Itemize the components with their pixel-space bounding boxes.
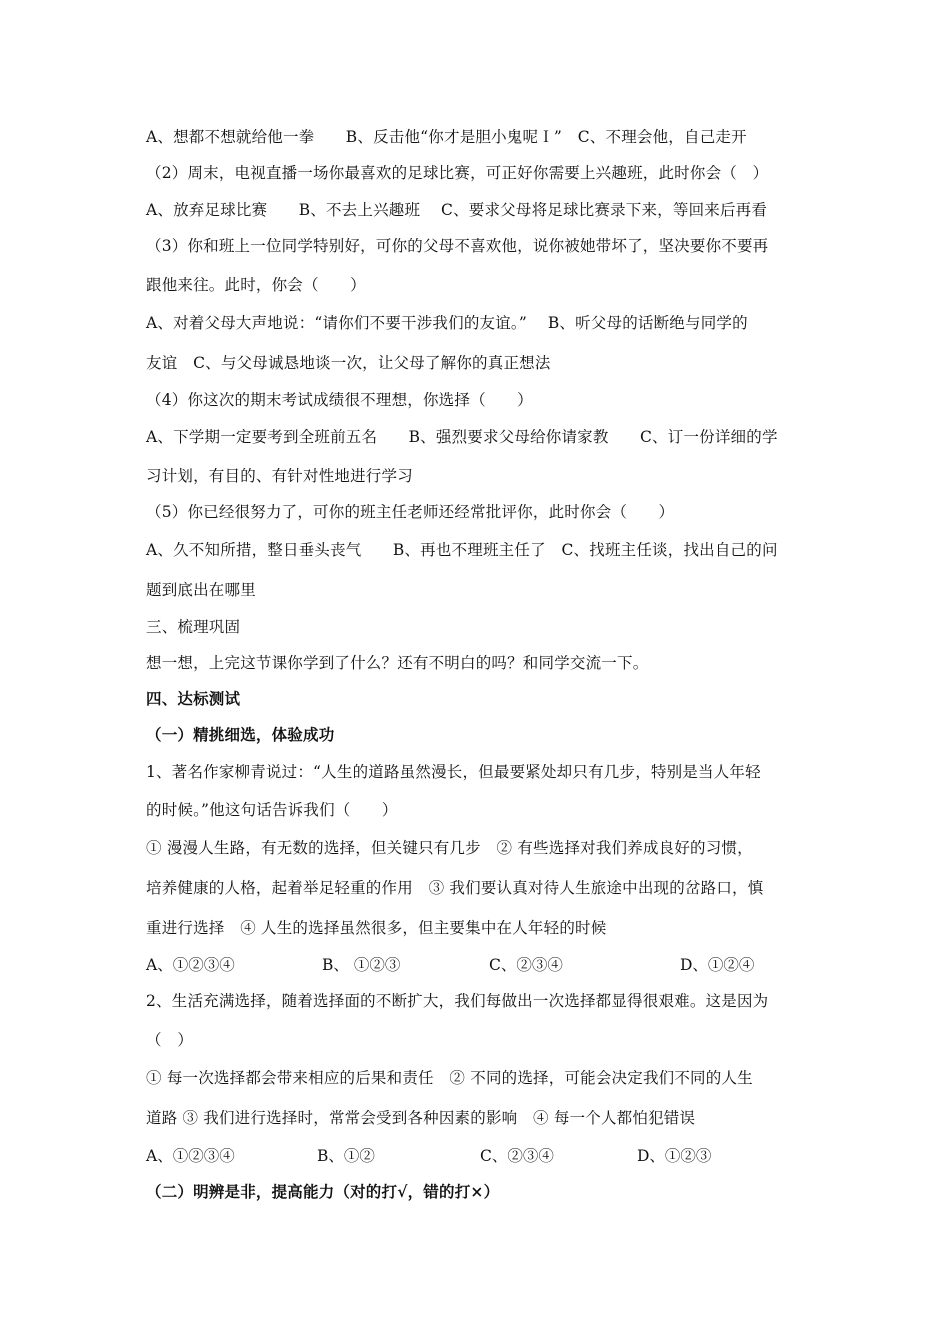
question-4-text: （4）你这次的期末考试成绩很不理想，你选择（ ） bbox=[146, 391, 533, 409]
question-5-options-line1: A、久不知所措，整日垂头丧气 B、再也不理班主任了 C、找班主任谈，找出自己的问 bbox=[146, 541, 778, 559]
question-3-options-line2: 友谊 C、与父母诚恳地谈一次，让父母了解你的真正想法 bbox=[146, 354, 551, 372]
option-d: D、①②④ bbox=[680, 956, 755, 974]
option-c: C、②③④ bbox=[489, 956, 563, 974]
option-c: C、②③④ bbox=[480, 1147, 554, 1165]
mc-question-1-line2: 的时候。”他这句话告诉我们（ ） bbox=[146, 801, 398, 819]
question-3-options-line1: A、对着父母大声地说：“请你们不要干涉我们的友谊。” B、听父母的话断绝与同学的 bbox=[146, 314, 748, 332]
option-line-q1-prev: A、想都不想就给他一拳 B、反击他“你才是胆小鬼呢Ｉ” C、不理会他，自己走开 bbox=[146, 128, 747, 146]
question-3-text-line2: 跟他来往。此时，你会（ ） bbox=[146, 276, 366, 294]
mc-question-2-statements-line2: 道路 ③ 我们进行选择时，常常会受到各种因素的影响 ④ 每一个人都怕犯错误 bbox=[146, 1109, 696, 1127]
option-d: D、①②③ bbox=[637, 1147, 712, 1165]
subsection-2-heading: （二）明辨是非，提高能力（对的打√，错的打×） bbox=[146, 1182, 500, 1201]
question-2-options: A、放弃足球比赛 B、不去上兴趣班 C、要求父母将足球比赛录下来，等回来后再看 bbox=[146, 201, 768, 219]
mc-question-1-statements-line2: 培养健康的人格，起着举足轻重的作用 ③ 我们要认真对待人生旅途中出现的岔路口，慎 bbox=[146, 879, 764, 897]
option-a: A、①②③④ bbox=[146, 1147, 235, 1165]
question-4-options-line2: 习计划，有目的、有针对性地进行学习 bbox=[146, 467, 413, 485]
mc-question-1-statements-line3: 重进行选择 ④ 人生的选择虽然很多，但主要集中在人年轻的时候 bbox=[146, 919, 607, 937]
mc-question-2-statements-line1: ① 每一次选择都会带来相应的后果和责任 ② 不同的选择，可能会决定我们不同的人生 bbox=[146, 1069, 753, 1087]
section-3-heading: 三、梳理巩固 bbox=[146, 618, 241, 636]
question-5-text: （5）你已经很努力了，可你的班主任老师还经常批评你，此时你会（ ） bbox=[146, 503, 675, 521]
mc-question-2-line2: （ ） bbox=[146, 1031, 194, 1049]
mc-question-1-statements-line1: ① 漫漫人生路，有无数的选择，但关键只有几步 ② 有些选择对我们养成良好的习惯， bbox=[146, 839, 753, 857]
question-4-options-line1: A、下学期一定要考到全班前五名 B、强烈要求父母给你请家教 C、订一份详细的学 bbox=[146, 428, 778, 446]
mc-question-2-options bbox=[146, 1146, 816, 1166]
section-3-instruction: 想一想，上完这节课你学到了什么？还有不明白的吗？和同学交流一下。 bbox=[146, 654, 649, 672]
subsection-1-heading: （一）精挑细选，体验成功 bbox=[146, 725, 335, 744]
question-5-options-line2: 题到底出在哪里 bbox=[146, 581, 256, 599]
question-3-text-line1: （3）你和班上一位同学特别好，可你的父母不喜欢他，说你被她带坏了，坚决要你不要再 bbox=[146, 237, 769, 255]
mc-question-1-options bbox=[146, 955, 816, 975]
option-a: A、①②③④ bbox=[146, 956, 235, 974]
mc-question-2-line1: 2、生活充满选择，随着选择面的不断扩大，我们每做出一次选择都显得很艰难。这是因为 bbox=[146, 992, 769, 1010]
question-2-text: （2）周末，电视直播一场你最喜欢的足球比赛，可正好你需要上兴趣班，此时你会（ ） bbox=[146, 164, 769, 182]
mc-question-1-line1: 1、著名作家柳青说过：“人生的道路虽然漫长，但最要紧处却只有几步，特别是当人年轻 bbox=[146, 763, 761, 781]
option-b: B、 ①②③ bbox=[322, 956, 401, 974]
section-4-heading: 四、达标测试 bbox=[146, 689, 241, 708]
option-b: B、①② bbox=[317, 1147, 375, 1165]
